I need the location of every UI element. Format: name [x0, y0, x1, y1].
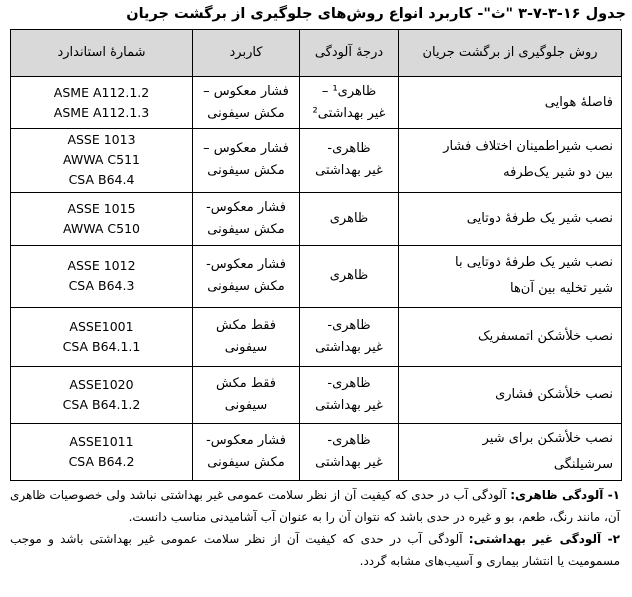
- footnote-2: [10, 528, 620, 572]
- pollution-cell: [300, 423, 399, 480]
- method-cell: [399, 192, 622, 245]
- method-cell-line: نصب شیر یک طرفهٔ دوتایی با: [455, 255, 613, 271]
- footnote-text: آلودگی آب در حدی که کیفیت آن از نظر سلامت عمومی غیر بهداشتی باشد و موجب مسمومیت یا انتشار بیماری و آسیب‌های مشابه گردد.: [10, 532, 620, 568]
- header-row: [11, 30, 622, 77]
- table-row: [11, 308, 622, 367]
- usage-cell-line: فشار معکوس –: [203, 141, 289, 157]
- method-cell-line: فاصلهٔ هوایی: [544, 94, 613, 110]
- standard-cell-line: ASSE1001: [69, 319, 134, 335]
- pollution-cell: [300, 245, 399, 307]
- standard-cell: [11, 245, 193, 307]
- usage-cell: [193, 245, 300, 307]
- usage-cell-line: فشار معکوس-: [206, 257, 286, 273]
- method-cell: [399, 423, 622, 480]
- table-row: [11, 129, 622, 193]
- pollution-cell-line: ظاهری-: [327, 376, 371, 392]
- pollution-cell: [300, 77, 399, 129]
- usage-cell: [193, 77, 300, 129]
- usage-cell-line: فقط مکش: [216, 318, 276, 334]
- header-standard: شمارهٔ استاندارد: [11, 30, 193, 77]
- table-row: [11, 367, 622, 423]
- pollution-cell-line: ظاهری-: [327, 141, 371, 157]
- method-cell-line: شیر تخلیه بین آن‌ها: [509, 281, 613, 297]
- method-cell-line: نصب خلأشکن فشاری: [495, 387, 613, 403]
- pollution-cell-line: غیر بهداشتی: [315, 454, 383, 470]
- standard-cell-line: ASSE 1015: [67, 200, 136, 216]
- pollution-cell-line: ظاهری: [329, 268, 369, 284]
- header-pollution: درجهٔ آلودگی: [300, 30, 399, 77]
- pollution-cell-line: غیر بهداشتی: [315, 163, 383, 179]
- method-cell: [399, 77, 622, 129]
- footnote-label: ۲- آلودگی غیر بهداشتی:: [468, 532, 620, 546]
- method-cell-line: نصب شیراطمینان اختلاف فشار: [443, 139, 613, 155]
- standard-cell: [11, 423, 193, 480]
- pollution-cell-line: ظاهری-: [327, 432, 371, 448]
- usage-cell-line: فشار معکوس-: [206, 199, 286, 215]
- usage-cell-line: فقط مکش: [216, 376, 276, 392]
- method-cell-line: نصب خلأشکن برای شیر: [482, 430, 613, 446]
- standard-cell: [11, 308, 193, 367]
- standard-cell-line: CSA B64.3: [68, 278, 135, 294]
- table-title: جدول ۱۶-۳-۷-۳ "ث"- کاربرد انواع روش‌های جلوگیری از برگشت جریان: [126, 6, 626, 22]
- standard-cell-line: CSA B64.1.1: [62, 339, 141, 355]
- standard-cell-line: ASSE1020: [69, 377, 134, 393]
- usage-cell: [193, 192, 300, 245]
- usage-cell-line: سیفونی: [224, 340, 268, 356]
- usage-cell: [193, 129, 300, 193]
- table-row: [11, 245, 622, 307]
- usage-cell-line: فشار معکوس-: [206, 432, 286, 448]
- standard-cell-line: ASSE 1013: [67, 132, 136, 148]
- table-body: [11, 77, 622, 481]
- method-cell: [399, 367, 622, 423]
- footnote-text: آلودگی آب در حدی که کیفیت آن از نظر سلامت عمومی غیر بهداشتی نباشد ولی خصوصیات ظاهری آن، مانند رنگ، طعم، بو و غیره در حدی باشد که نتوان آن را به عنوان آب آشامیدنی مناسب دانست.: [10, 488, 620, 524]
- pollution-cell: [300, 129, 399, 193]
- pollution-cell-line: غیر بهداشتی: [315, 340, 383, 356]
- pollution-cell-line: ظاهری-: [327, 318, 371, 334]
- standard-cell-line: ASSE 1012: [67, 258, 136, 274]
- method-cell-line: نصب خلأشکن اتمسفریک: [477, 329, 613, 345]
- standard-cell: [11, 367, 193, 423]
- standard-cell-line: AWWA C511: [62, 152, 140, 168]
- footnote-1: [10, 484, 620, 528]
- pollution-cell-line: غیر بهداشتی: [315, 398, 383, 414]
- method-cell: [399, 308, 622, 367]
- pollution-cell: [300, 192, 399, 245]
- standard-cell: [11, 129, 193, 193]
- footnotes: [10, 484, 620, 572]
- pollution-cell-line: ظاهری¹ –: [321, 83, 377, 99]
- standard-cell-line: CSA B64.2: [68, 453, 135, 469]
- usage-cell-line: فشار معکوس –: [203, 83, 289, 99]
- standard-cell: [11, 192, 193, 245]
- usage-cell-line: مکش سیفونی: [207, 105, 285, 121]
- method-cell-line: سرشیلنگی: [553, 456, 613, 472]
- usage-cell-line: مکش سیفونی: [207, 163, 285, 179]
- table-row: [11, 423, 622, 480]
- method-cell-line: بین دو شیر یک‌طرفه: [503, 165, 613, 181]
- pollution-cell-line: ظاهری: [329, 210, 369, 226]
- table-row: [11, 77, 622, 129]
- method-cell-line: نصب شیر یک طرفهٔ دوتایی: [466, 210, 613, 226]
- usage-cell: [193, 423, 300, 480]
- standard-cell-line: ASME A112.1.2: [53, 84, 150, 100]
- header-method: روش جلوگیری از برگشت جریان: [399, 30, 622, 77]
- pollution-cell: [300, 308, 399, 367]
- table-row: [11, 192, 622, 245]
- standard-cell-line: AWWA C510: [62, 220, 140, 236]
- usage-cell-line: مکش سیفونی: [207, 221, 285, 237]
- usage-cell: [193, 367, 300, 423]
- standard-cell-line: CSA B64.1.2: [62, 397, 141, 413]
- method-cell: [399, 245, 622, 307]
- footnote-label: ۱- آلودگی ظاهری:: [510, 488, 620, 502]
- usage-cell-line: مکش سیفونی: [207, 454, 285, 470]
- usage-cell-line: سیفونی: [224, 398, 268, 414]
- pollution-cell-line: غیر بهداشتی²: [312, 105, 386, 121]
- usage-cell: [193, 308, 300, 367]
- standard-cell-line: ASME A112.1.3: [53, 104, 150, 120]
- method-cell: [399, 129, 622, 193]
- standard-cell-line: ASSE1011: [69, 433, 134, 449]
- pollution-cell: [300, 367, 399, 423]
- backflow-prevention-table: [10, 29, 622, 481]
- usage-cell-line: مکش سیفونی: [207, 279, 285, 295]
- standard-cell: [11, 77, 193, 129]
- standard-cell-line: CSA B64.4: [68, 172, 135, 188]
- header-usage: کاربرد: [193, 30, 300, 77]
